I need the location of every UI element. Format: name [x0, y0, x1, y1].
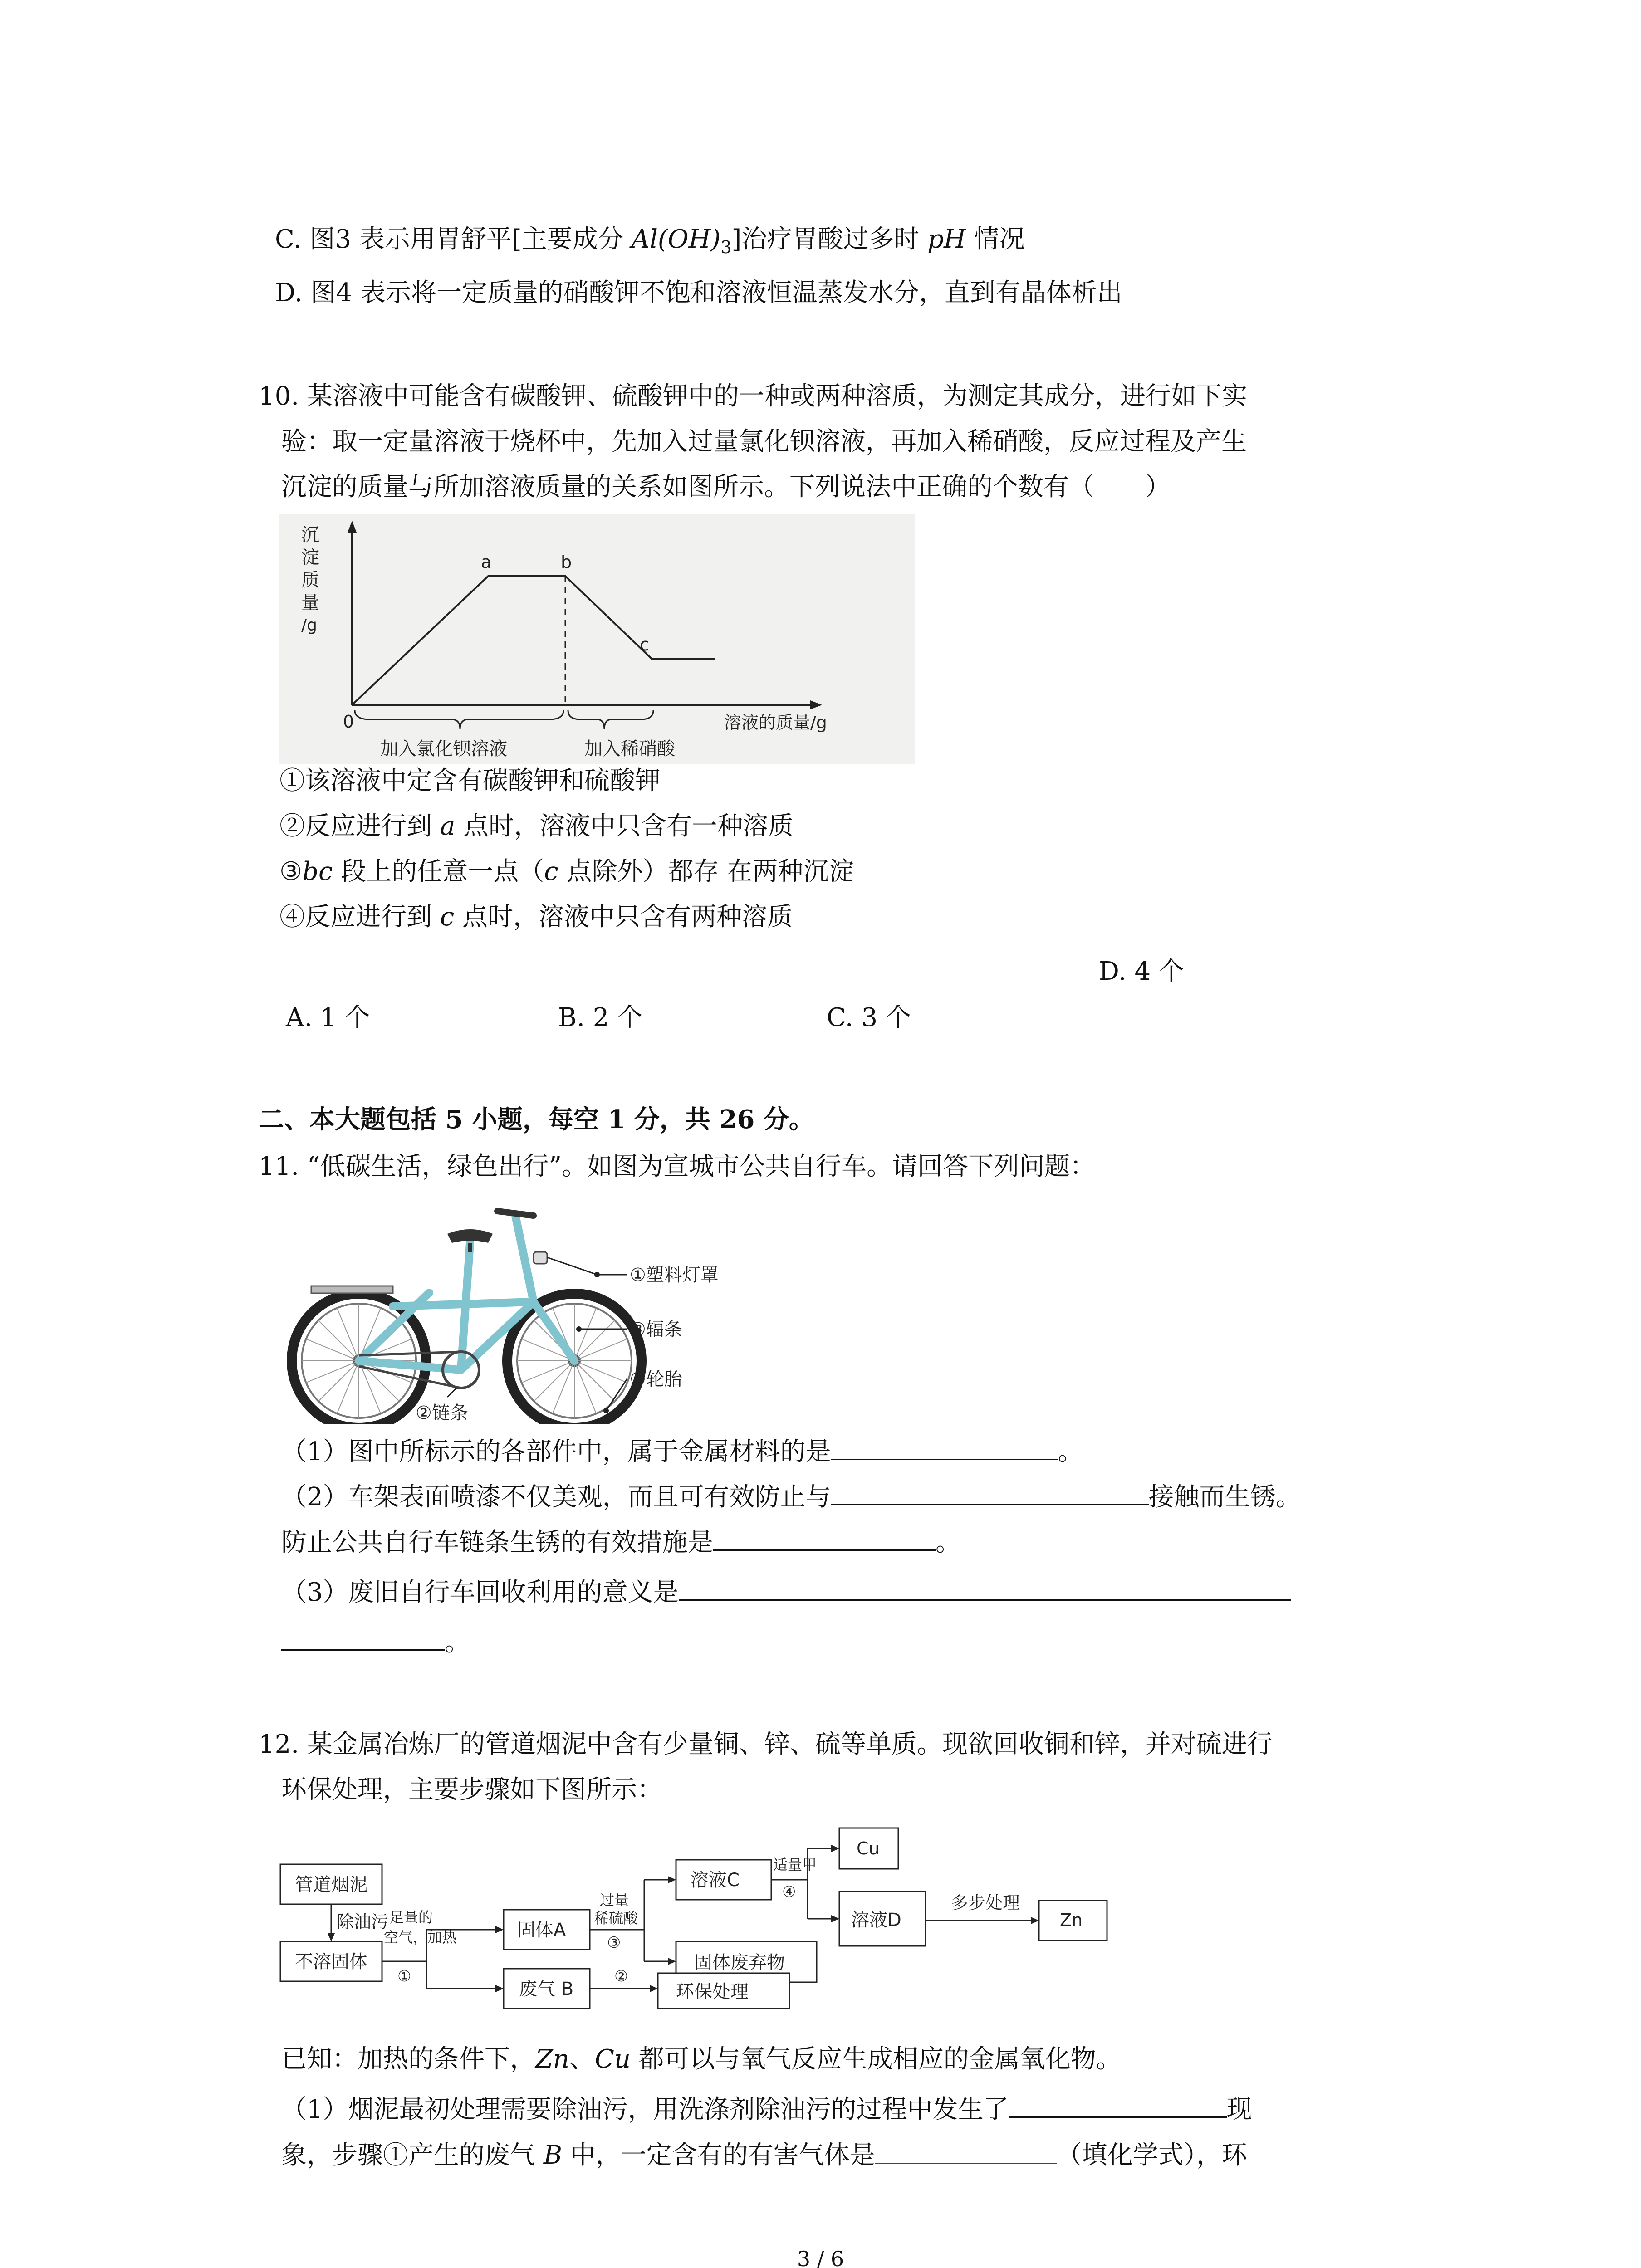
flow-cond1-b: 空气，加热 [384, 1929, 457, 1946]
q9-option-c: C. 图3 表示用胃舒平[主要成分 $Al(OH)_3$]治疗胃酸过多时 pH 情况 [275, 225, 1025, 258]
q10-statement-4: ④反应进行到 c 点时，溶液中只含有两种溶质 [279, 902, 793, 932]
flow-box-cu-label: Cu [857, 1838, 880, 1858]
q10-statement-2: ②反应进行到 a 点时，溶液中只含有一种溶质 [279, 811, 794, 841]
q11-part-3-cont: 。 [281, 1624, 470, 1661]
graph-point-b: b [561, 552, 572, 572]
graph-ylabel-3: 量 [301, 592, 319, 613]
q11-part-3: （3）废旧自行车回收利用的意义是 [281, 1574, 1291, 1611]
graph-point-a: a [481, 552, 492, 572]
bicycle-handlebar [497, 1211, 534, 1216]
flow-box-gasB-label: 废气 B [519, 1979, 574, 1999]
q12-part-1: （1）烟泥最初处理需要除油污，用洗涤剂除油污的过程中发生了 现 [281, 2091, 1252, 2128]
graph-brace1-label: 加入氯化钡溶液 [380, 738, 507, 759]
q11-part-1: （1）图中所标示的各部件中，属于金属材料的是 。 [281, 1433, 1083, 1470]
q11-blank-4b[interactable] [281, 1624, 445, 1651]
graph-ylabel-1: 淀 [301, 547, 319, 568]
q10-statement-3: ③bc 段上的任意一点（c 点除外）都存 在两种沉淀 [279, 857, 854, 886]
bicycle-label-chain: ②链条 [416, 1403, 468, 1423]
q12-blank-2[interactable] [875, 2137, 1057, 2164]
q12-flow-diagram [277, 1819, 1139, 2009]
graph-origin: 0 [343, 712, 354, 732]
q10-statement-1: ①该溶液中定含有碳酸钾和硫酸钾 [279, 766, 661, 796]
flow-box-zn-label: Zn [1060, 1910, 1083, 1930]
flow-box-pipe-label: 管道烟泥 [295, 1874, 367, 1895]
flow-step4: ④ [782, 1883, 796, 1901]
graph-brace2-label: 加入稀硝酸 [584, 738, 675, 759]
q9-option-d: D. 图4 表示将一定质量的硝酸钾不饱和溶液恒温蒸发水分，直到有晶体析出 [275, 278, 1122, 308]
bicycle-rear-carrier [311, 1286, 393, 1293]
q11-bicycle-figure [279, 1188, 733, 1424]
graph-ylabel-0: 沉 [301, 524, 319, 545]
flow-step3: ③ [607, 1934, 621, 1952]
bicycle-label-tire: ④轮胎 [630, 1369, 682, 1390]
section-2-heading: 二、本大题包括 5 小题，每空 1 分，共 26 分。 [259, 1105, 814, 1134]
flow-step1: ① [397, 1967, 411, 1985]
flow-box-solC-label: 溶液C [691, 1870, 740, 1891]
bicycle-label-lamp: ①塑料灯罩 [630, 1265, 719, 1286]
q12-line-2: 环保处理，主要步骤如下图所示： [281, 1775, 662, 1804]
flow-cond1-a: 足量的 [389, 1909, 433, 1926]
flow-cond-multi: 多步处理 [951, 1893, 1020, 1913]
flow-cond3-b: 稀硫酸 [594, 1910, 638, 1927]
q12-part-1b: 象，步骤①产生的废气 B 中，一定含有的有害气体是 （填化学式），环 [281, 2137, 1247, 2174]
q10-line-3: 沉淀的质量与所加溶液质量的关系如图所示。下列说法中正确的个数有（ ） [281, 472, 1171, 502]
graph-xlabel: 溶液的质量/g [724, 713, 827, 733]
flow-box-solD-label: 溶液D [851, 1910, 901, 1931]
flow-box-waste-label: 固体废弃物 [694, 1952, 785, 1973]
q11-part-2: （2）车架表面喷漆不仅美观，而且可有效防止与 接触而生锈。 [281, 1479, 1301, 1515]
q10-precipitate-graph [279, 514, 915, 764]
graph-ylabel-4: /g [301, 616, 317, 635]
q11-blank-4[interactable] [679, 1574, 1291, 1601]
q10-option-c: C. 3 个 [827, 1003, 911, 1032]
bicycle-lamp [534, 1252, 547, 1264]
flow-box-solidA-label: 固体A [517, 1920, 566, 1941]
graph-ylabel-2: 质 [301, 570, 319, 591]
flow-cond3-a: 过量 [600, 1892, 629, 1909]
flow-box-env-label: 环保处理 [676, 1981, 749, 2002]
q10-option-d: D. 4 个 [1099, 957, 1184, 986]
flow-step2: ② [614, 1967, 628, 1985]
q12-known: 已知：加热的条件下，Zn、Cu 都可以与氧气反应生成相应的金属氧化物。 [281, 2044, 1122, 2074]
flow-cond4: 适量甲 [773, 1856, 817, 1873]
q11-blank-2[interactable] [831, 1479, 1149, 1505]
q12-line-1: 12. 某金属冶炼厂的管道烟泥中含有少量铜、锌、硫等单质。现欲回收铜和锌，并对硫进行 [259, 1730, 1273, 1759]
graph-point-c: c [640, 635, 649, 655]
q10-option-a: A. 1 个 [286, 1003, 370, 1032]
flow-box-insoluble-label: 不溶固体 [295, 1951, 367, 1972]
q10-line-2: 验：取一定量溶液于烧杯中，先加入过量氯化钡溶液，再加入稀硝酸，反应过程及产生 [281, 427, 1247, 456]
flow-step-degrease: 除油污 [337, 1912, 389, 1932]
page-number: 3 / 6 [797, 2247, 844, 2268]
q11-intro: 11. “低碳生活，绿色出行”。如图为宣城市公共自行车。请回答下列问题： [259, 1152, 1096, 1181]
q10-line-1: 10. 某溶液中可能含有碳酸钾、硫酸钾中的一种或两种溶质，为测定其成分，进行如下实 [259, 381, 1247, 411]
q10-option-b: B. 2 个 [558, 1003, 643, 1032]
q11-blank-1[interactable] [831, 1433, 1058, 1460]
q11-part-2b: 防止公共自行车链条生锈的有效措施是 。 [281, 1524, 961, 1561]
bicycle-label-spoke: ③辐条 [630, 1319, 682, 1340]
q12-blank-1[interactable] [1009, 2091, 1227, 2118]
q11-blank-3[interactable] [713, 1524, 936, 1551]
